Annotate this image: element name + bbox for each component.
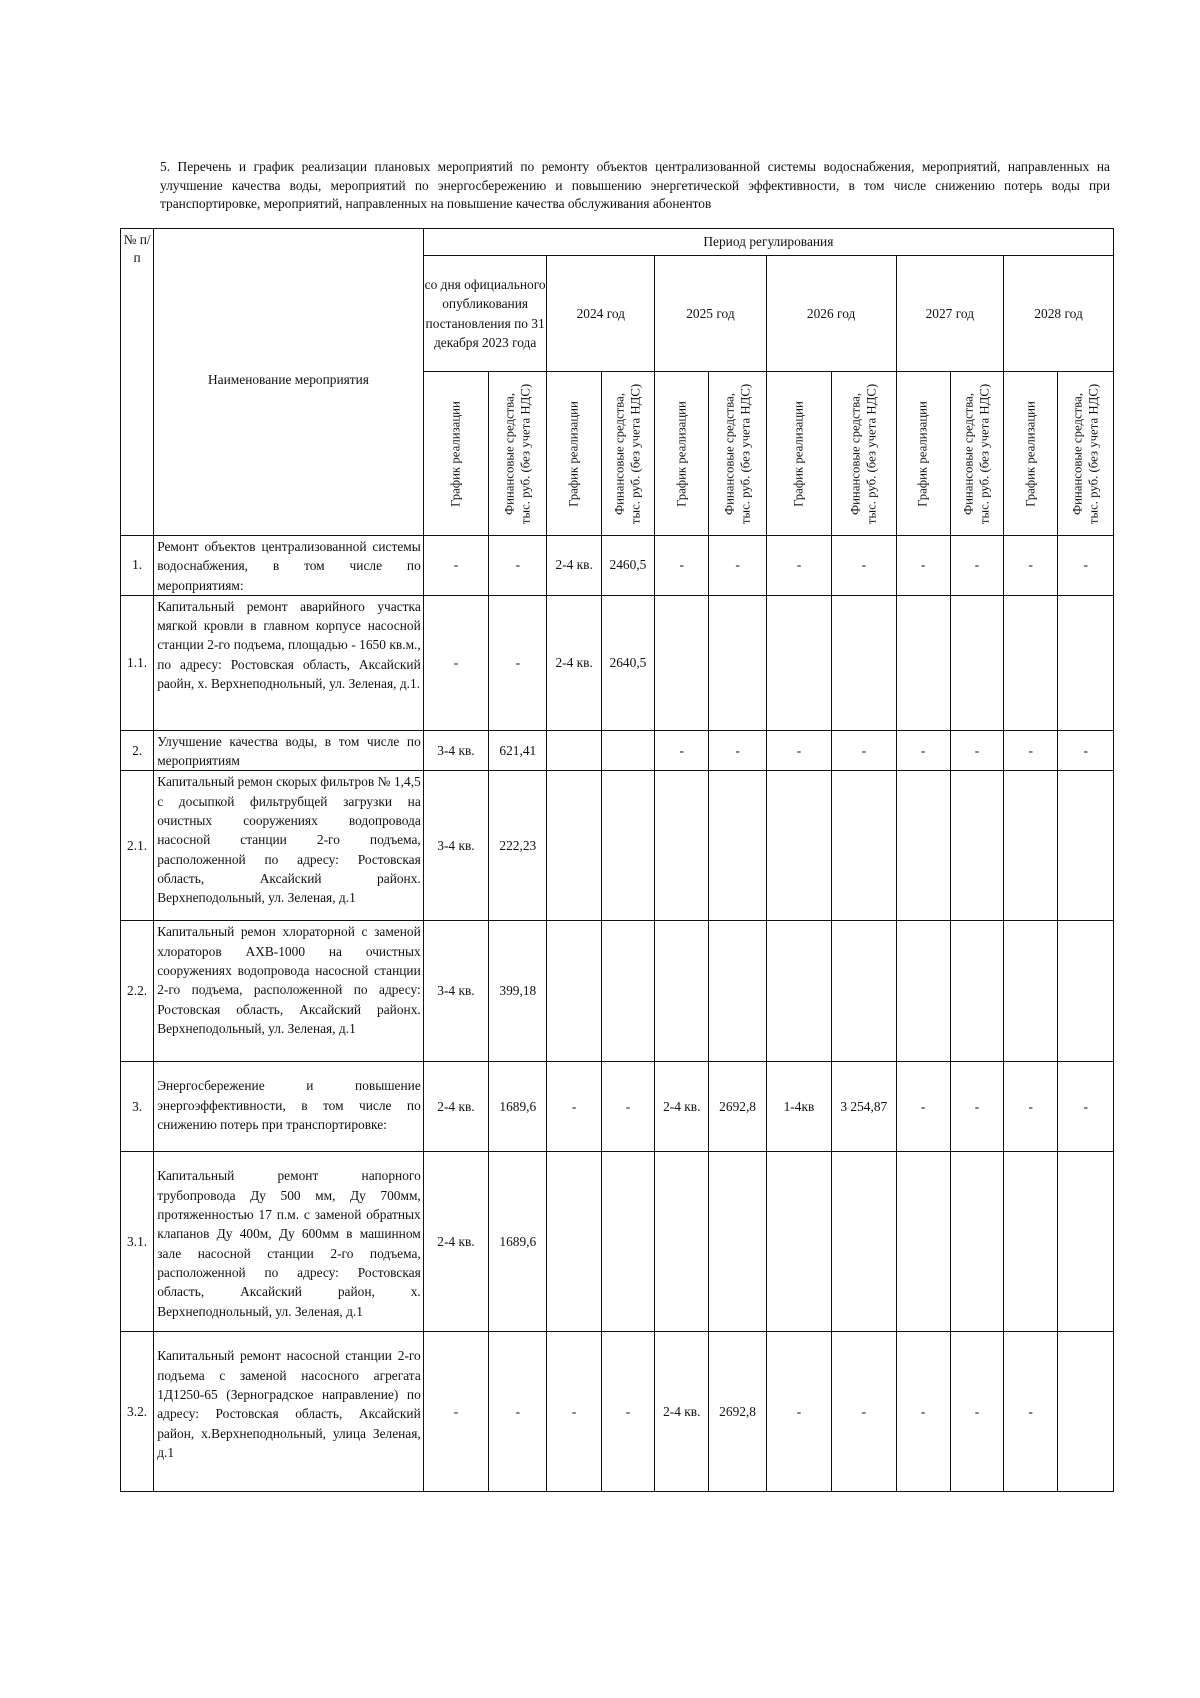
subheader-finance: Финансовые средства, тыс. руб. (без учета НДС) bbox=[601, 372, 654, 536]
schedule-cell: - bbox=[655, 536, 709, 596]
finance-cell bbox=[1058, 1152, 1114, 1332]
finance-cell bbox=[709, 921, 766, 1062]
finance-cell: - bbox=[489, 1332, 547, 1492]
finance-cell: - bbox=[1058, 536, 1114, 596]
header-number: № п/п bbox=[121, 229, 154, 536]
activity-name: Капитальный ремонт напорного трубопровода Ду 500 мм, Ду 700мм, протяженностью 17 п.м. с заменой обратных клапанов Ду 400м, Ду 600мм в машинном зале насосной станции 2-го подъема, расположенной по адресу: Ростовская область, Аксайский район, х. Верхнеподнольный, ул. Зеленая, д.1 bbox=[154, 1152, 424, 1332]
finance-cell bbox=[601, 771, 654, 921]
finance-cell bbox=[950, 1152, 1003, 1332]
table-row bbox=[121, 921, 1114, 1062]
schedule-cell bbox=[766, 921, 831, 1062]
finance-cell: - bbox=[832, 730, 896, 771]
activity-name: Энергосбережение и повышение энергоэффективности, в том числе по снижению потерь при транспортировке: bbox=[154, 1062, 424, 1152]
schedule-cell: - bbox=[1004, 1332, 1058, 1492]
schedule-cell: 2-4 кв. bbox=[655, 1332, 709, 1492]
activity-name: Капитальный ремонт насосной станции 2-го подъема с заменой насосного агрегата 1Д1250-65 (Зерноградское направление) по адресу: Ростовская область, Аксайский район, х.Верхнеподнольный, улица Зеленая, д.1 bbox=[154, 1332, 424, 1492]
schedule-cell: - bbox=[1004, 536, 1058, 596]
schedule-cell bbox=[896, 595, 950, 730]
schedule-cell: - bbox=[547, 1062, 601, 1152]
finance-cell: 1689,6 bbox=[489, 1152, 547, 1332]
schedule-cell: - bbox=[896, 730, 950, 771]
header-period-2024: 2024 год bbox=[547, 256, 655, 372]
finance-cell bbox=[950, 921, 1003, 1062]
schedule-cell bbox=[655, 921, 709, 1062]
schedule-cell bbox=[655, 595, 709, 730]
row-number: 3.1. bbox=[121, 1152, 154, 1332]
finance-cell bbox=[1058, 771, 1114, 921]
subheader-schedule: График реализации bbox=[1004, 372, 1058, 536]
finance-cell bbox=[709, 771, 766, 921]
finance-cell bbox=[832, 1152, 896, 1332]
activity-name: Улучшение качества воды, в том числе по мероприятиям bbox=[154, 730, 424, 771]
schedule-cell: - bbox=[766, 730, 831, 771]
schedule-cell: - bbox=[1004, 730, 1058, 771]
finance-cell bbox=[709, 1152, 766, 1332]
row-number: 2.2. bbox=[121, 921, 154, 1062]
finance-cell bbox=[601, 921, 654, 1062]
schedule-cell: - bbox=[547, 1332, 601, 1492]
header-period: Период регулирования bbox=[423, 229, 1113, 256]
schedule-cell: - bbox=[423, 1332, 488, 1492]
schedule-cell: - bbox=[655, 730, 709, 771]
row-number: 2.1. bbox=[121, 771, 154, 921]
finance-cell: 3 254,87 bbox=[832, 1062, 896, 1152]
schedule-cell: 3-4 кв. bbox=[423, 921, 488, 1062]
finance-cell: - bbox=[489, 536, 547, 596]
row-number: 1. bbox=[121, 536, 154, 596]
schedule-cell bbox=[655, 1152, 709, 1332]
finance-cell: 2460,5 bbox=[601, 536, 654, 596]
schedule-cell: 2-4 кв. bbox=[655, 1062, 709, 1152]
subheader-schedule: График реализации bbox=[766, 372, 831, 536]
schedule-cell: - bbox=[766, 536, 831, 596]
finance-cell: 1689,6 bbox=[489, 1062, 547, 1152]
finance-cell bbox=[950, 595, 1003, 730]
subheader-finance: Финансовые средства, тыс. руб. (без учета НДС) bbox=[1058, 372, 1114, 536]
schedule-cell: 2-4 кв. bbox=[547, 536, 601, 596]
schedule-cell: 3-4 кв. bbox=[423, 771, 488, 921]
finance-cell bbox=[1058, 595, 1114, 730]
subheader-finance: Финансовые средства, тыс. руб. (без учета НДС) bbox=[950, 372, 1003, 536]
row-number: 2. bbox=[121, 730, 154, 771]
finance-cell bbox=[1058, 921, 1114, 1062]
finance-cell: - bbox=[950, 1332, 1003, 1492]
section-heading: 5. Перечень и график реализации плановых мероприятий по ремонту объектов централизованной системы водоснабжения, мероприятий, направленных на улучшение качества воды, мероприятий по энергосбережению и повышению энергетической эффективности, в том числе снижению потерь воды при транспортировке, мероприятий, направленных на повышение качества обслуживания абонентов bbox=[160, 159, 1110, 212]
finance-cell: - bbox=[950, 730, 1003, 771]
finance-cell bbox=[601, 1152, 654, 1332]
finance-cell bbox=[832, 771, 896, 921]
schedule-cell bbox=[766, 771, 831, 921]
finance-cell: - bbox=[601, 1062, 654, 1152]
finance-cell: 222,23 bbox=[489, 771, 547, 921]
schedule-cell bbox=[655, 771, 709, 921]
header-period-2027: 2027 год bbox=[896, 256, 1004, 372]
finance-cell: 2692,8 bbox=[709, 1062, 766, 1152]
schedule-cell bbox=[1004, 921, 1058, 1062]
schedule-cell: - bbox=[423, 536, 488, 596]
schedule-cell bbox=[547, 730, 601, 771]
finance-cell: - bbox=[950, 536, 1003, 596]
schedule-cell bbox=[547, 921, 601, 1062]
schedule-cell bbox=[896, 921, 950, 1062]
schedule-cell: - bbox=[896, 1332, 950, 1492]
schedule-cell: - bbox=[896, 1062, 950, 1152]
schedule-cell bbox=[766, 595, 831, 730]
header-period-2028: 2028 год bbox=[1004, 256, 1114, 372]
finance-cell: 2692,8 bbox=[709, 1332, 766, 1492]
finance-cell bbox=[832, 595, 896, 730]
header-period-2025: 2025 год bbox=[655, 256, 767, 372]
activity-name: Капитальный ремон скорых фильтров № 1,4,5 с досыпкой фильтрубщей загрузки на очистных сооружениях водопровода насосной станции 2-го подъема, расположенной по адресу: Ростовская область, Аксайский районх. Верхнеподольный, ул. Зеленая, д.1 bbox=[154, 771, 424, 921]
finance-cell: 399,18 bbox=[489, 921, 547, 1062]
schedule-cell bbox=[1004, 595, 1058, 730]
schedule-cell bbox=[896, 1152, 950, 1332]
schedule-cell: 2-4 кв. bbox=[423, 1062, 488, 1152]
row-number: 3.2. bbox=[121, 1332, 154, 1492]
subheader-schedule: График реализации bbox=[547, 372, 601, 536]
finance-cell bbox=[601, 730, 654, 771]
finance-cell bbox=[950, 771, 1003, 921]
schedule-cell: - bbox=[423, 595, 488, 730]
finance-cell bbox=[1058, 1332, 1114, 1492]
finance-cell bbox=[709, 595, 766, 730]
schedule-cell: 1-4кв bbox=[766, 1062, 831, 1152]
table-row bbox=[121, 771, 1114, 921]
table-row bbox=[121, 1332, 1114, 1492]
schedule-cell: - bbox=[1004, 1062, 1058, 1152]
finance-cell: - bbox=[832, 1332, 896, 1492]
finance-cell bbox=[832, 921, 896, 1062]
activity-name: Капитальный ремонт аварийного участка мягкой кровли в главном корпусе насосной станции 2-го подъема, площадью - 1650 кв.м., по адресу: Ростовская область, Аксайский раойн, х. Верхнеподнольный, ул. Зеленая, д.1. bbox=[154, 595, 424, 730]
finance-cell: - bbox=[709, 730, 766, 771]
finance-cell: - bbox=[601, 1332, 654, 1492]
table-row bbox=[121, 595, 1114, 730]
subheader-schedule: График реализации bbox=[655, 372, 709, 536]
header-period-2026: 2026 год bbox=[766, 256, 896, 372]
subheader-schedule: График реализации bbox=[423, 372, 488, 536]
schedule-cell bbox=[1004, 1152, 1058, 1332]
finance-cell: - bbox=[709, 536, 766, 596]
finance-cell: 621,41 bbox=[489, 730, 547, 771]
finance-cell: - bbox=[832, 536, 896, 596]
row-number: 3. bbox=[121, 1062, 154, 1152]
subheader-finance: Финансовые средства, тыс. руб. (без учета НДС) bbox=[709, 372, 766, 536]
table-row bbox=[121, 536, 1114, 596]
header-activity-name: Наименование мероприятия bbox=[154, 229, 424, 536]
table-row bbox=[121, 1152, 1114, 1332]
subheader-schedule: График реализации bbox=[896, 372, 950, 536]
schedule-cell: - bbox=[766, 1332, 831, 1492]
activity-name: Капитальный ремон хлораторной с заменой хлораторов АХВ-1000 на очистных сооружениях водопровода насосной станции 2-го подъема, расположенной по адресу: Ростовская область, Аксайский районх. Верхнеподольный, ул. Зеленая, д.1 bbox=[154, 921, 424, 1062]
finance-cell: 2640,5 bbox=[601, 595, 654, 730]
activity-name: Ремонт объектов централизованной системы водоснабжения, в том числе по мероприятиям: bbox=[154, 536, 424, 596]
schedule-cell: 2-4 кв. bbox=[423, 1152, 488, 1332]
row-number: 1.1. bbox=[121, 595, 154, 730]
finance-cell: - bbox=[950, 1062, 1003, 1152]
schedule-cell bbox=[1004, 771, 1058, 921]
subheader-finance: Финансовые средства, тыс. руб. (без учета НДС) bbox=[832, 372, 896, 536]
header-period-2023: со дня официального опубликования постановления по 31 декабря 2023 года bbox=[423, 256, 547, 372]
schedule-cell: - bbox=[896, 536, 950, 596]
finance-cell: - bbox=[1058, 730, 1114, 771]
schedule-cell bbox=[896, 771, 950, 921]
schedule-cell: 2-4 кв. bbox=[547, 595, 601, 730]
header-row-1 bbox=[121, 229, 1114, 256]
schedule-cell bbox=[547, 771, 601, 921]
schedule-cell: 3-4 кв. bbox=[423, 730, 488, 771]
table-row bbox=[121, 730, 1114, 771]
schedule-cell bbox=[766, 1152, 831, 1332]
subheader-finance: Финансовые средства, тыс. руб. (без учета НДС) bbox=[489, 372, 547, 536]
activities-table bbox=[120, 228, 1114, 1492]
schedule-cell bbox=[547, 1152, 601, 1332]
finance-cell: - bbox=[489, 595, 547, 730]
finance-cell: - bbox=[1058, 1062, 1114, 1152]
table-row bbox=[121, 1062, 1114, 1152]
